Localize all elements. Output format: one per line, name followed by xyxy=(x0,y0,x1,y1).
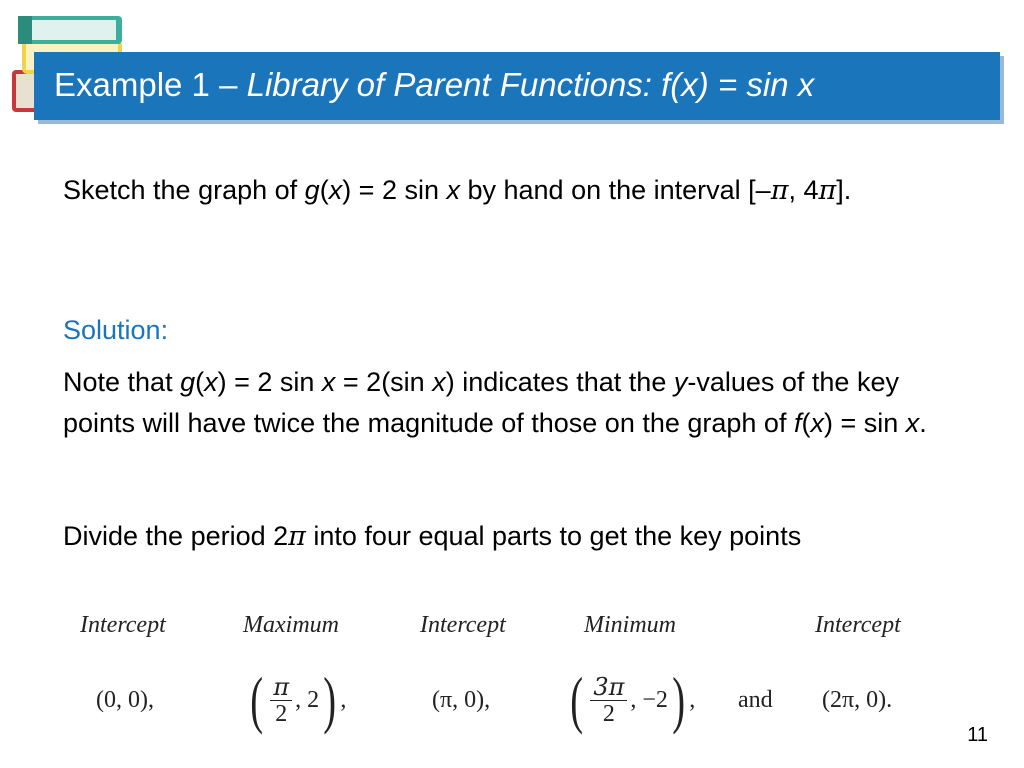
title-prefix: Example 1 – xyxy=(54,66,247,103)
title-italic: Library of Parent Functions: f(x) = sin x xyxy=(246,66,815,103)
solution-label: Solution: xyxy=(63,315,169,345)
problem-statement: Sketch the graph of g(x) = 2 sin x by hand on the interval [–π, 4π]. xyxy=(63,175,852,206)
point-intercept-3: (2π, 0). xyxy=(822,686,893,713)
solution-paragraph: Note that g(x) = 2 sin x = 2(sin x) indicates that the y-values of the key points will have twice the magnitude of those on the graph of f(x) = sin x. xyxy=(63,367,927,438)
header-intercept-2: Intercept xyxy=(420,612,506,638)
header-intercept-1: Intercept xyxy=(80,612,166,638)
fraction-3pi-over-2: $\frac{3\pi}{2}$ xyxy=(590,674,627,727)
point-intercept-1: (0, 0), xyxy=(96,686,154,713)
page-number: 11 xyxy=(967,724,988,746)
point-intercept-2: (π, 0), xyxy=(432,686,491,713)
header-minimum: Minimum xyxy=(584,612,676,638)
point-minimum: ( $\frac{3\pi}{2}$ , −2 ) , xyxy=(570,664,696,735)
title-banner xyxy=(34,52,1000,120)
header-intercept-3: Intercept xyxy=(815,612,901,638)
period-paragraph: Divide the period 2π into four equal parts to get the key points xyxy=(63,521,802,552)
point-maximum: ( $\frac{\pi}{2}$ , 2 ) , xyxy=(250,664,347,735)
slide-title xyxy=(54,66,814,104)
fraction-pi-over-2: $\frac{\pi}{2}$ xyxy=(270,674,292,727)
header-maximum: Maximum xyxy=(243,612,339,638)
and-word: and xyxy=(738,686,773,713)
